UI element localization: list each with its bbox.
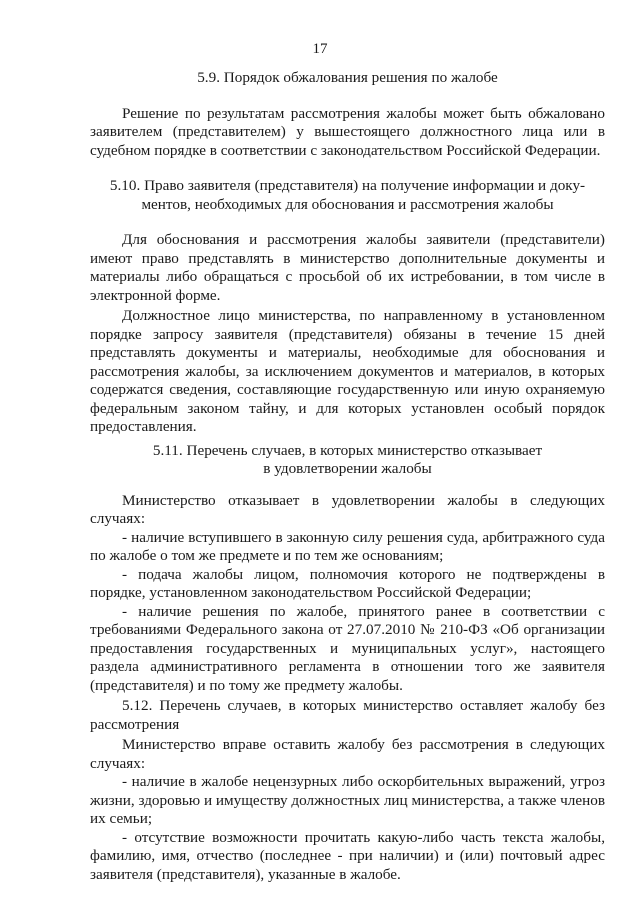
section-5-12-heading: 5.12. Перечень случаев, в которых министерство оставляет жалобу без рассмотрения [90,697,605,733]
section-5-10-paragraph-2: Должностное лицо министерства, по направленному в установленном порядке запросу заявителя (представителя) обязаны в течение 15 дней представлять документы и материалы, необходимые для обоснования и рассмотрения жалобы, за исключением документов и материалов, в которых содержатся сведения, составляющие государственную или иную охраняемую федеральным законом тайну, и для которых установлен особый порядок предоставления. [90,307,605,435]
section-5-11-item-3: - наличие решения по жалобе, принятого ранее в соответствии с требованиями Федерального закона от 27.07.2010 № 210-ФЗ «Об организации предоставления государственных и муниципальных услуг», настоящего раздела административного регламента в отношении того же заявителя (представителя) и по тому же предмету жалобы. [90,602,605,694]
section-5-11-item-2: - подача жалобы лицом, полномочия которого не подтверждены в порядке, установленном законодательством Российской Федерации; [90,565,605,601]
section-5-10-heading-line-1: 5.10. Право заявителя (представителя) на получение информации и доку- [109,177,586,194]
section-5-9-paragraph: Решение по результатам рассмотрения жалобы может быть обжаловано заявителем (представителем) у вышестоящего должностного лица или в судебном порядке в соответствии с законодательством Российской Федерации. [90,104,605,159]
section-5-11-heading [90,442,605,479]
document-body [90,69,605,884]
section-5-12-item-1: - наличие в жалобе нецензурных либо оскорбительных выражений, угроз жизни, здоровью и имуществу должностных лиц министерства, а также членов их семьи; [90,773,606,827]
section-5-12-intro: Министерство вправе оставить жалобу без рассмотрения в следующих случаях: [90,736,605,772]
section-5-11-heading-line-2: в удовлетворении жалобы [263,460,432,477]
page-number: 17 [312,41,328,57]
section-5-12-item-2: - отсутствие возможности прочитать какую-либо часть текста жалобы, фамилию, имя, отчество (последнее - при наличии) и (или) почтовый адрес заявителя (представителя), указанные в жалобе. [90,828,605,883]
section-5-11-intro: Министерство отказывает в удовлетворении жалобы в следующих случаях: [90,491,605,527]
section-5-11-heading-line-1: 5.11. Перечень случаев, в которых министерство отказывает [152,441,543,459]
section-5-10-heading [90,177,605,214]
section-5-10-heading-line-2: ментов, необходимых для обоснования и рассмотрения жалобы [141,195,554,213]
section-5-9-heading: 5.9. Порядок обжалования решения по жалобе [197,69,498,86]
section-5-11-item-1: - наличие вступившего в законную силу решения суда, арбитражного суда по жалобе о том же предмете и по тем же основаниям; [90,528,605,564]
section-5-10-paragraph-1: Для обоснования и рассмотрения жалобы заявители (представители) имеют право представлять в министерство дополнительные документы и материалы либо обращаться с просьбой об их истребовании, в том числе в электронной форме. [90,231,605,304]
